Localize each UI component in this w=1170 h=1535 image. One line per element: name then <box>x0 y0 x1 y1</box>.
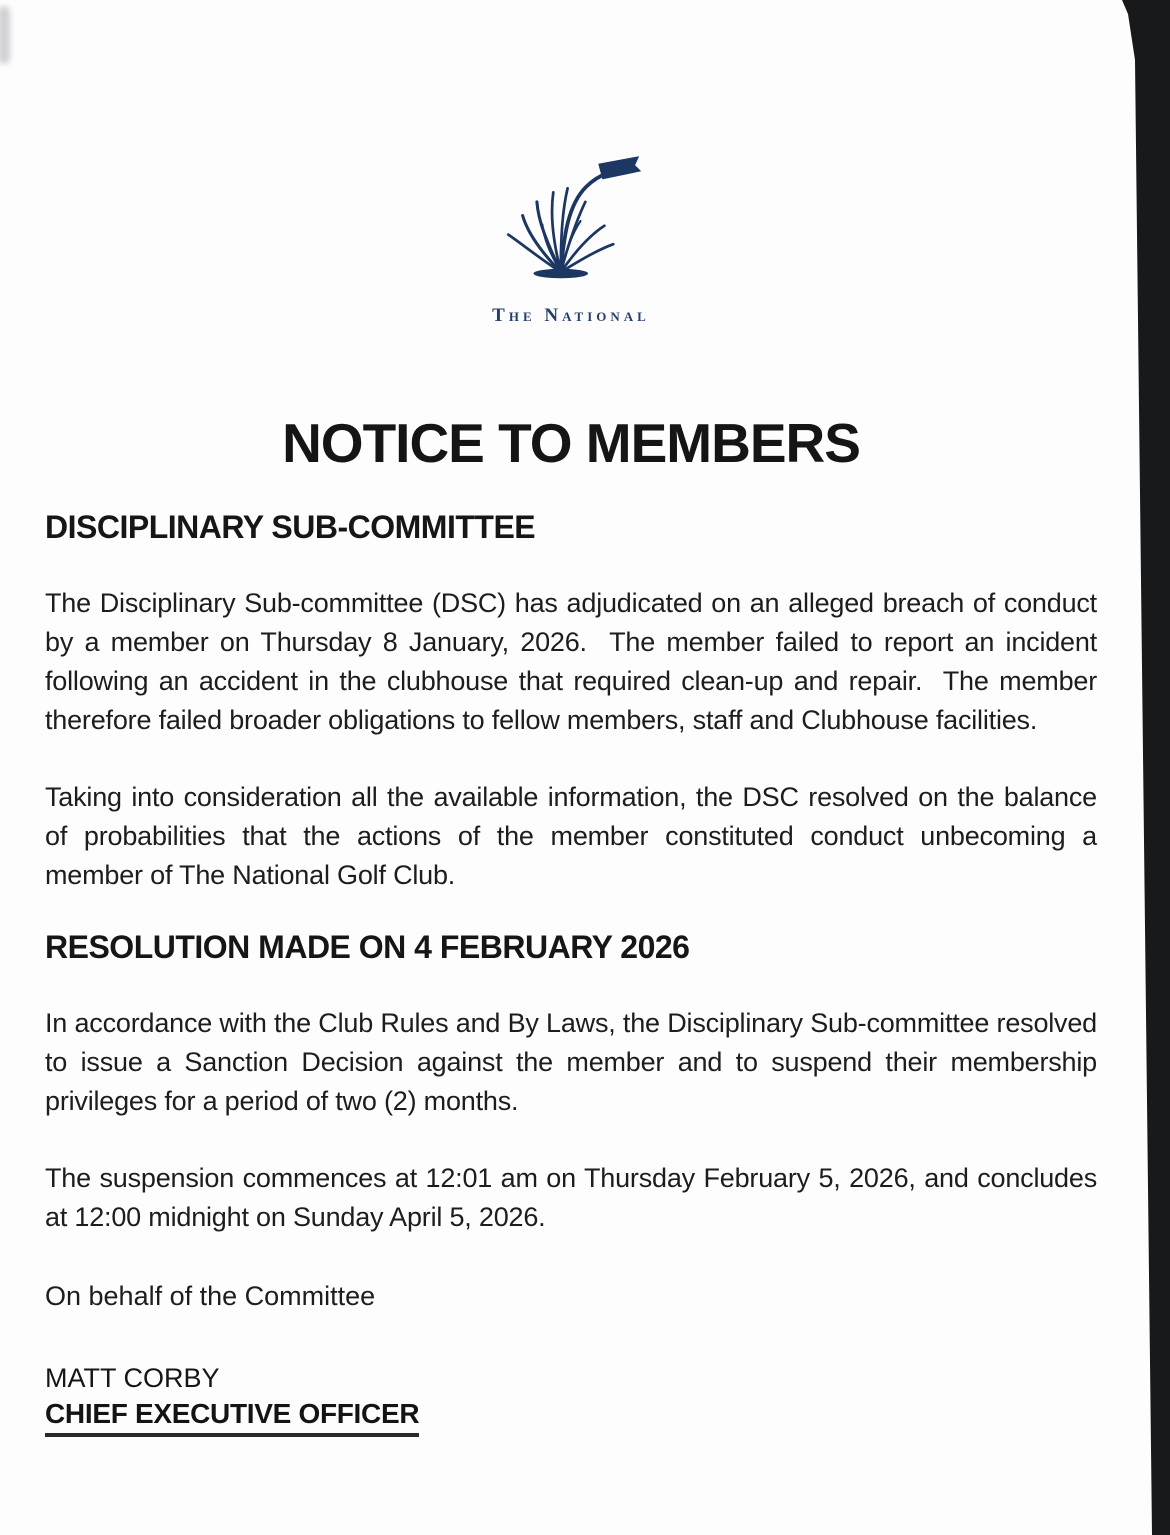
notice-title: NOTICE TO MEMBERS <box>282 412 860 474</box>
signatory-title: CHIEF EXECUTIVE OFFICER <box>45 1398 419 1437</box>
screen-edge-black-bar <box>1118 0 1170 1535</box>
closing-line: On behalf of the Committee <box>45 1281 376 1311</box>
sanction-paragraph: In accordance with the Club Rules and By Laws, the Disciplinary Sub-committee resolved to issue a Sanction Decision against the member and to suspend their membership privileges for a period of two (2) months. <box>45 1008 1105 1116</box>
club-logo <box>45 146 1097 327</box>
disciplinary-subcommittee-heading: DISCIPLINARY SUB-COMMITTEE <box>45 509 536 545</box>
adjudication-paragraph: The Disciplinary Sub-committee (DSC) has adjudicated on an alleged breach of conduct by a member on Thursday 8 January, 2026. The member failed to report an incident following an accident in the clubhouse that required clean-up and repair. The member therefore failed broader obligations to fellow members, staff and Clubhouse facilities. <box>45 588 1105 735</box>
brand-name: The National <box>492 305 650 326</box>
signature-block <box>45 1358 1097 1437</box>
grass-and-flag-icon <box>496 146 646 301</box>
consideration-paragraph: Taking into consideration all the available information, the DSC resolved on the balance of probabilities that the actions of the member constituted conduct unbecoming a member of The National Golf Club. <box>45 782 1105 890</box>
corner-smudge <box>0 6 10 64</box>
notice-document <box>45 0 1105 1437</box>
resolution-heading: RESOLUTION MADE ON 4 FEBRUARY 2026 <box>45 929 690 965</box>
suspension-dates-paragraph: The suspension commences at 12:01 am on Thursday February 5, 2026, and concludes at 12:00 midnight on Sunday April 5, 2026. <box>45 1163 1105 1232</box>
signatory-name: MATT CORBY <box>45 1363 220 1393</box>
